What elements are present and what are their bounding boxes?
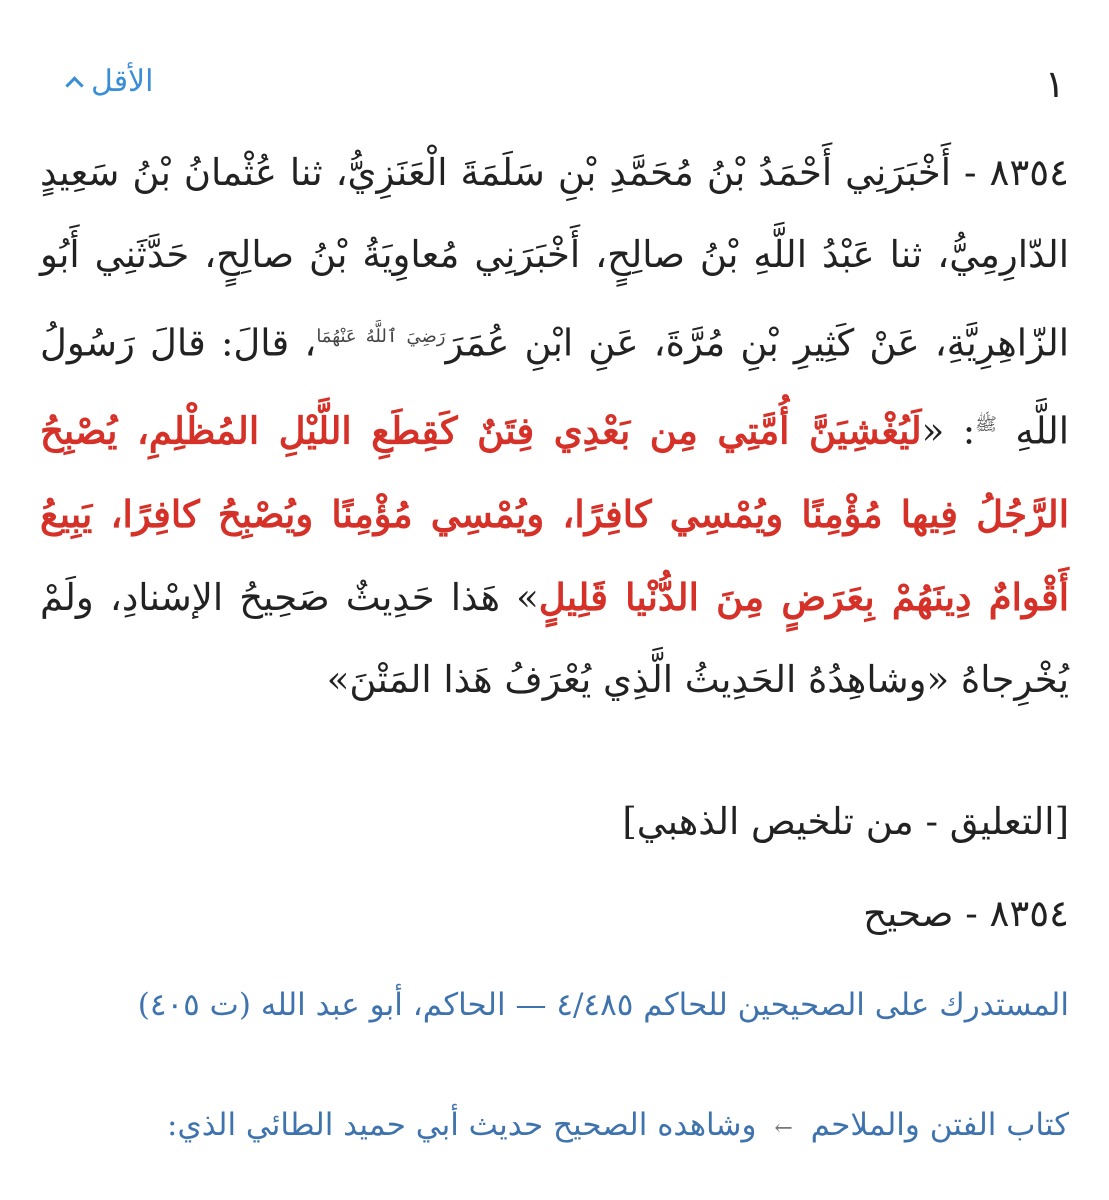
page <box>40 0 1069 1200</box>
isnad-text-continued: ، قالَ: قالَ رَسُولُ اللَّهِ <box>40 321 1069 453</box>
commentary-label: [التعليق - من تلخيص الذهبي] <box>622 800 1069 843</box>
section-link[interactable]: وشاهده الصحيح حديث أبي حميد الطائي الذي: <box>167 1107 757 1143</box>
source-citation-link[interactable]: المستدرك على الصحيحين للحاكم ٤/٤٨٥ — الحاكم، أبو عبد الله (ت ٤٠٥) <box>137 987 1069 1023</box>
show-less-toggle[interactable] <box>68 64 154 99</box>
show-less-label[interactable]: الأقل <box>91 64 154 99</box>
honorific-prophet: ﷺ <box>975 414 997 436</box>
hadith-text <box>40 132 1069 721</box>
grade-line: ٨٣٥٤ - صحيح <box>863 892 1069 935</box>
grading-text: » هَذا حَدِيثٌ صَحِيحُ الإسْنادِ، ولَمْ يُخْرِجاهُ «وشاهِدُهُ الحَدِيثُ الَّذِي يُعْرَفُ هَذا المَتْنَ» <box>40 575 1069 701</box>
isnad-text: ٨٣٥٤ - أَخْبَرَنِي أَحْمَدُ بْنُ مُحَمَّدِ بْنِ سَلَمَةَ الْعَنَزِيُّ، ثنا عُثْمانُ بْنُ سَعِيدٍ الدّارِمِيُّ، ثنا عَبْدُ اللَّهِ بْنُ صالِحٍ، أَخْبَرَنِي مُعاوِيَةُ بْنُ صالِحٍ، حَدَّثَنِي أَبُو الزّاهِرِيَّةِ، عَنْ كَثِيرِ بْنِ مُرَّةَ، عَنِ ابْنِ عُمَرَ <box>40 151 1069 365</box>
top-bar <box>40 58 1069 114</box>
quote-open: : « <box>921 409 976 453</box>
honorific-ibn-umar: رَضِيَ ٱللَّهُ عَنْهُمَا <box>316 326 446 347</box>
page-number: ١ <box>1044 62 1065 106</box>
hadith-matn-highlight: لَيُغْشِيَنَّ أُمَّتِي مِن بَعْدِي فِتَنٌ كَقِطَعِ اللَّيْلِ المُظْلِمِ، يُصْبِحُ الرَّجُلُ فِيها مُؤْمِنًا ويُمْسِي كافِرًا، ويُمْسِي مُؤْمِنًا ويُصْبِحُ كافِرًا، يَبِيعُ أَقْوامٌ دِينَهُمْ بِعَرَضٍ مِنَ الدُّنْيا قَلِيلٍ <box>40 408 1069 619</box>
chapter-link[interactable]: كتاب الفتن والملاحم <box>810 1107 1069 1143</box>
chevron-up-icon[interactable] <box>65 76 83 94</box>
breadcrumb <box>40 1098 1069 1156</box>
arrow-left-icon: ← <box>774 1116 793 1141</box>
